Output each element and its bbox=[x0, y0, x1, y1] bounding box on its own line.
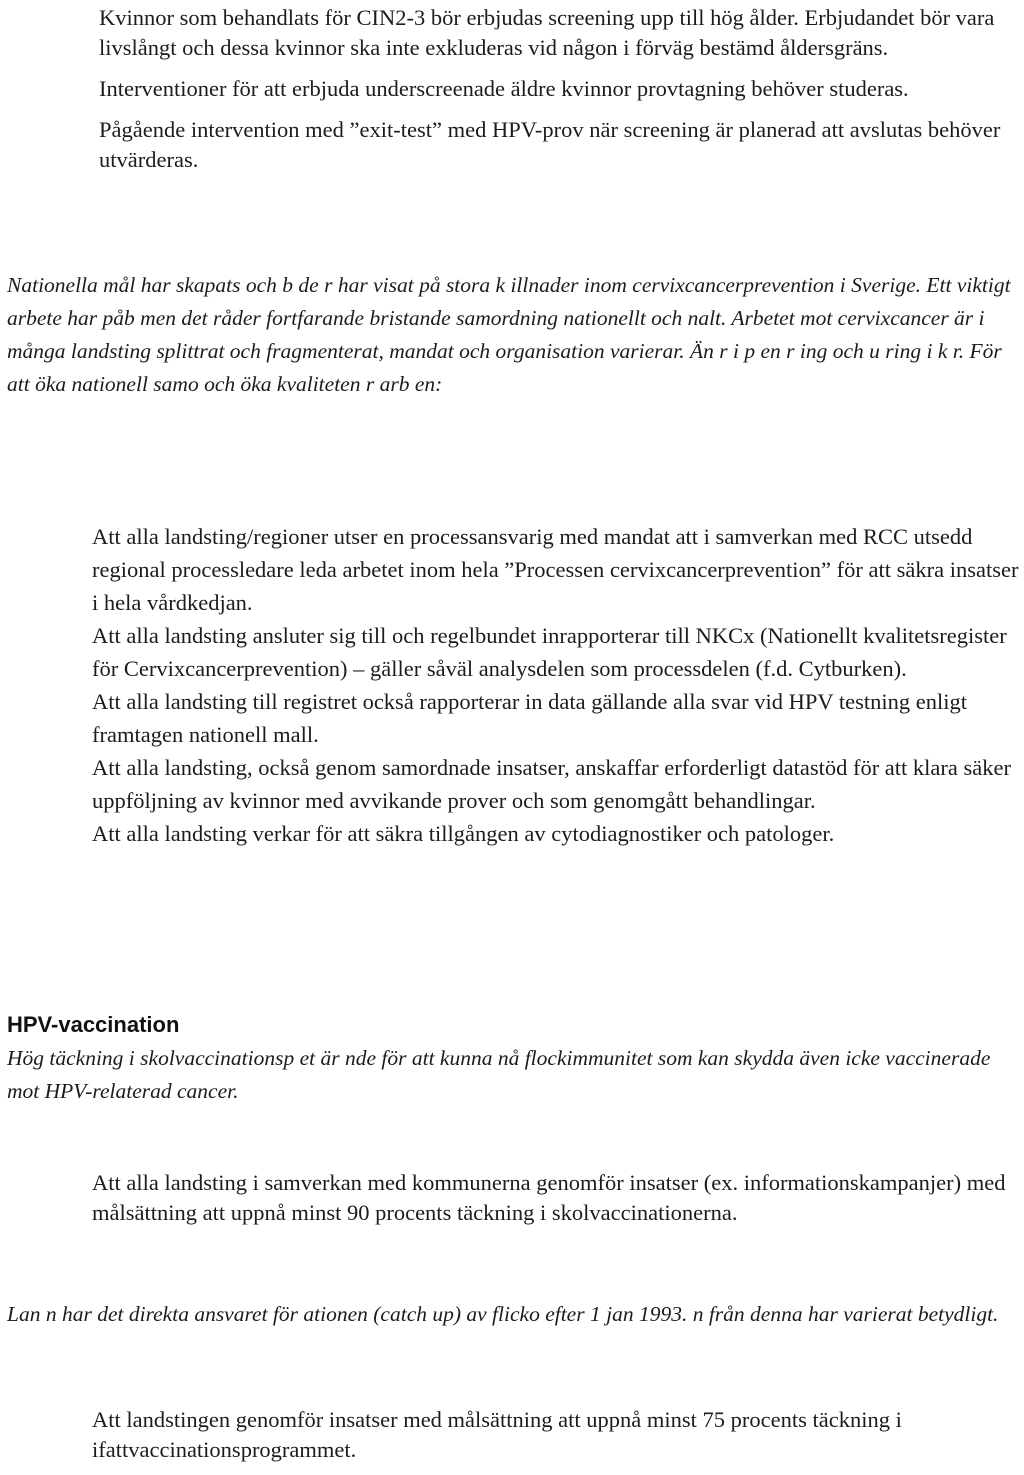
hpv-section bbox=[7, 1012, 1019, 1108]
recommendation-item: Att alla landsting i samverkan med kommunerna genomför insatser (ex. informationskampanjer) med målsättning att uppnå minst 90 procents täckning i skolvaccinationerna. bbox=[92, 1170, 1006, 1225]
hpv-recommendation-2 bbox=[92, 1405, 1020, 1465]
intro-paragraph bbox=[7, 269, 1019, 401]
top-recommendations bbox=[99, 3, 1019, 175]
recommendation-item: Att alla landsting verkar för att säkra tillgången av cytodiagnostiker och patologer. bbox=[92, 821, 835, 846]
hpv-recommendation-1 bbox=[92, 1168, 1020, 1228]
hpv-intro-2 bbox=[7, 1298, 1019, 1331]
section-intro: Hög täckning i skolvaccinationsp et är nde för att kunna nå flockimmunitet som kan skydda även icke vaccinerade mot HPV-relaterad cancer. bbox=[7, 1046, 991, 1103]
recommendation-text: Pågående intervention med ”exit-test” med HPV-prov när screening är planerad att avslutas behöver utvärderas. bbox=[99, 117, 1001, 172]
recommendation-text: Kvinnor som behandlats för CIN2-3 bör erbjudas screening upp till hög ålder. Erbjudandet bör vara livslångt och dessa kvinnor ska inte exkluderas vid någon i förväg bestämd åldersgräns. bbox=[99, 5, 995, 60]
recommendation-item: Att alla landsting, också genom samordnade insatser, anskaffar erforderligt datastöd för att klara säker uppföljning av kvinnor med avvikande prover och som genomgått behandlingar. bbox=[92, 755, 1011, 813]
recommendation-text: Interventioner för att erbjuda underscreenade äldre kvinnor provtagning behöver studeras. bbox=[99, 76, 909, 101]
section-intro: Lan n har det direkta ansvaret för ationen (catch up) av flicko efter 1 jan 1993. n från denna har varierat betydligt. bbox=[7, 1302, 999, 1326]
recommendation-item: Att alla landsting till registret också rapporterar in data gällande alla svar vid HPV testning enligt framtagen nationell mall. bbox=[92, 689, 967, 747]
recommendation-item: Att alla landsting/regioner utser en processansvarig med mandat att i samverkan med RCC utsedd regional processledare leda arbetet inom hela ”Processen cervixcancerprevention” för att säkra insatser i hela vårdkedjan. bbox=[92, 524, 1019, 615]
recommendation-list bbox=[92, 520, 1020, 850]
recommendation-item: Att landstingen genomför insatser med målsättning att uppnå minst 75 procents täckning i ifattvaccinationsprogrammet. bbox=[92, 1407, 902, 1462]
intro-text: Nationella mål har skapats och b de r har visat på stora k illnader inom cervixcancerprevention i Sverige. Ett viktigt arbete har påb men det råder fortfarande bristande samordning nationellt och nalt. Arbetet mot cervixcancer är i många landsting splittrat och fragmenterat, mandat och organisation varierar. Än r i p en r ing och u ring i k r. För att öka nationell samo och öka kvaliteten r arb en: bbox=[7, 273, 1011, 396]
recommendation-item: Att alla landsting ansluter sig till och regelbundet inrapporterar till NKCx (Nationellt kvalitetsregister för Cervixcancerprevention) – gäller såväl analysdelen som processdelen (f.d. Cytburken). bbox=[92, 623, 1007, 681]
section-heading: HPV-vaccination bbox=[7, 1012, 180, 1037]
